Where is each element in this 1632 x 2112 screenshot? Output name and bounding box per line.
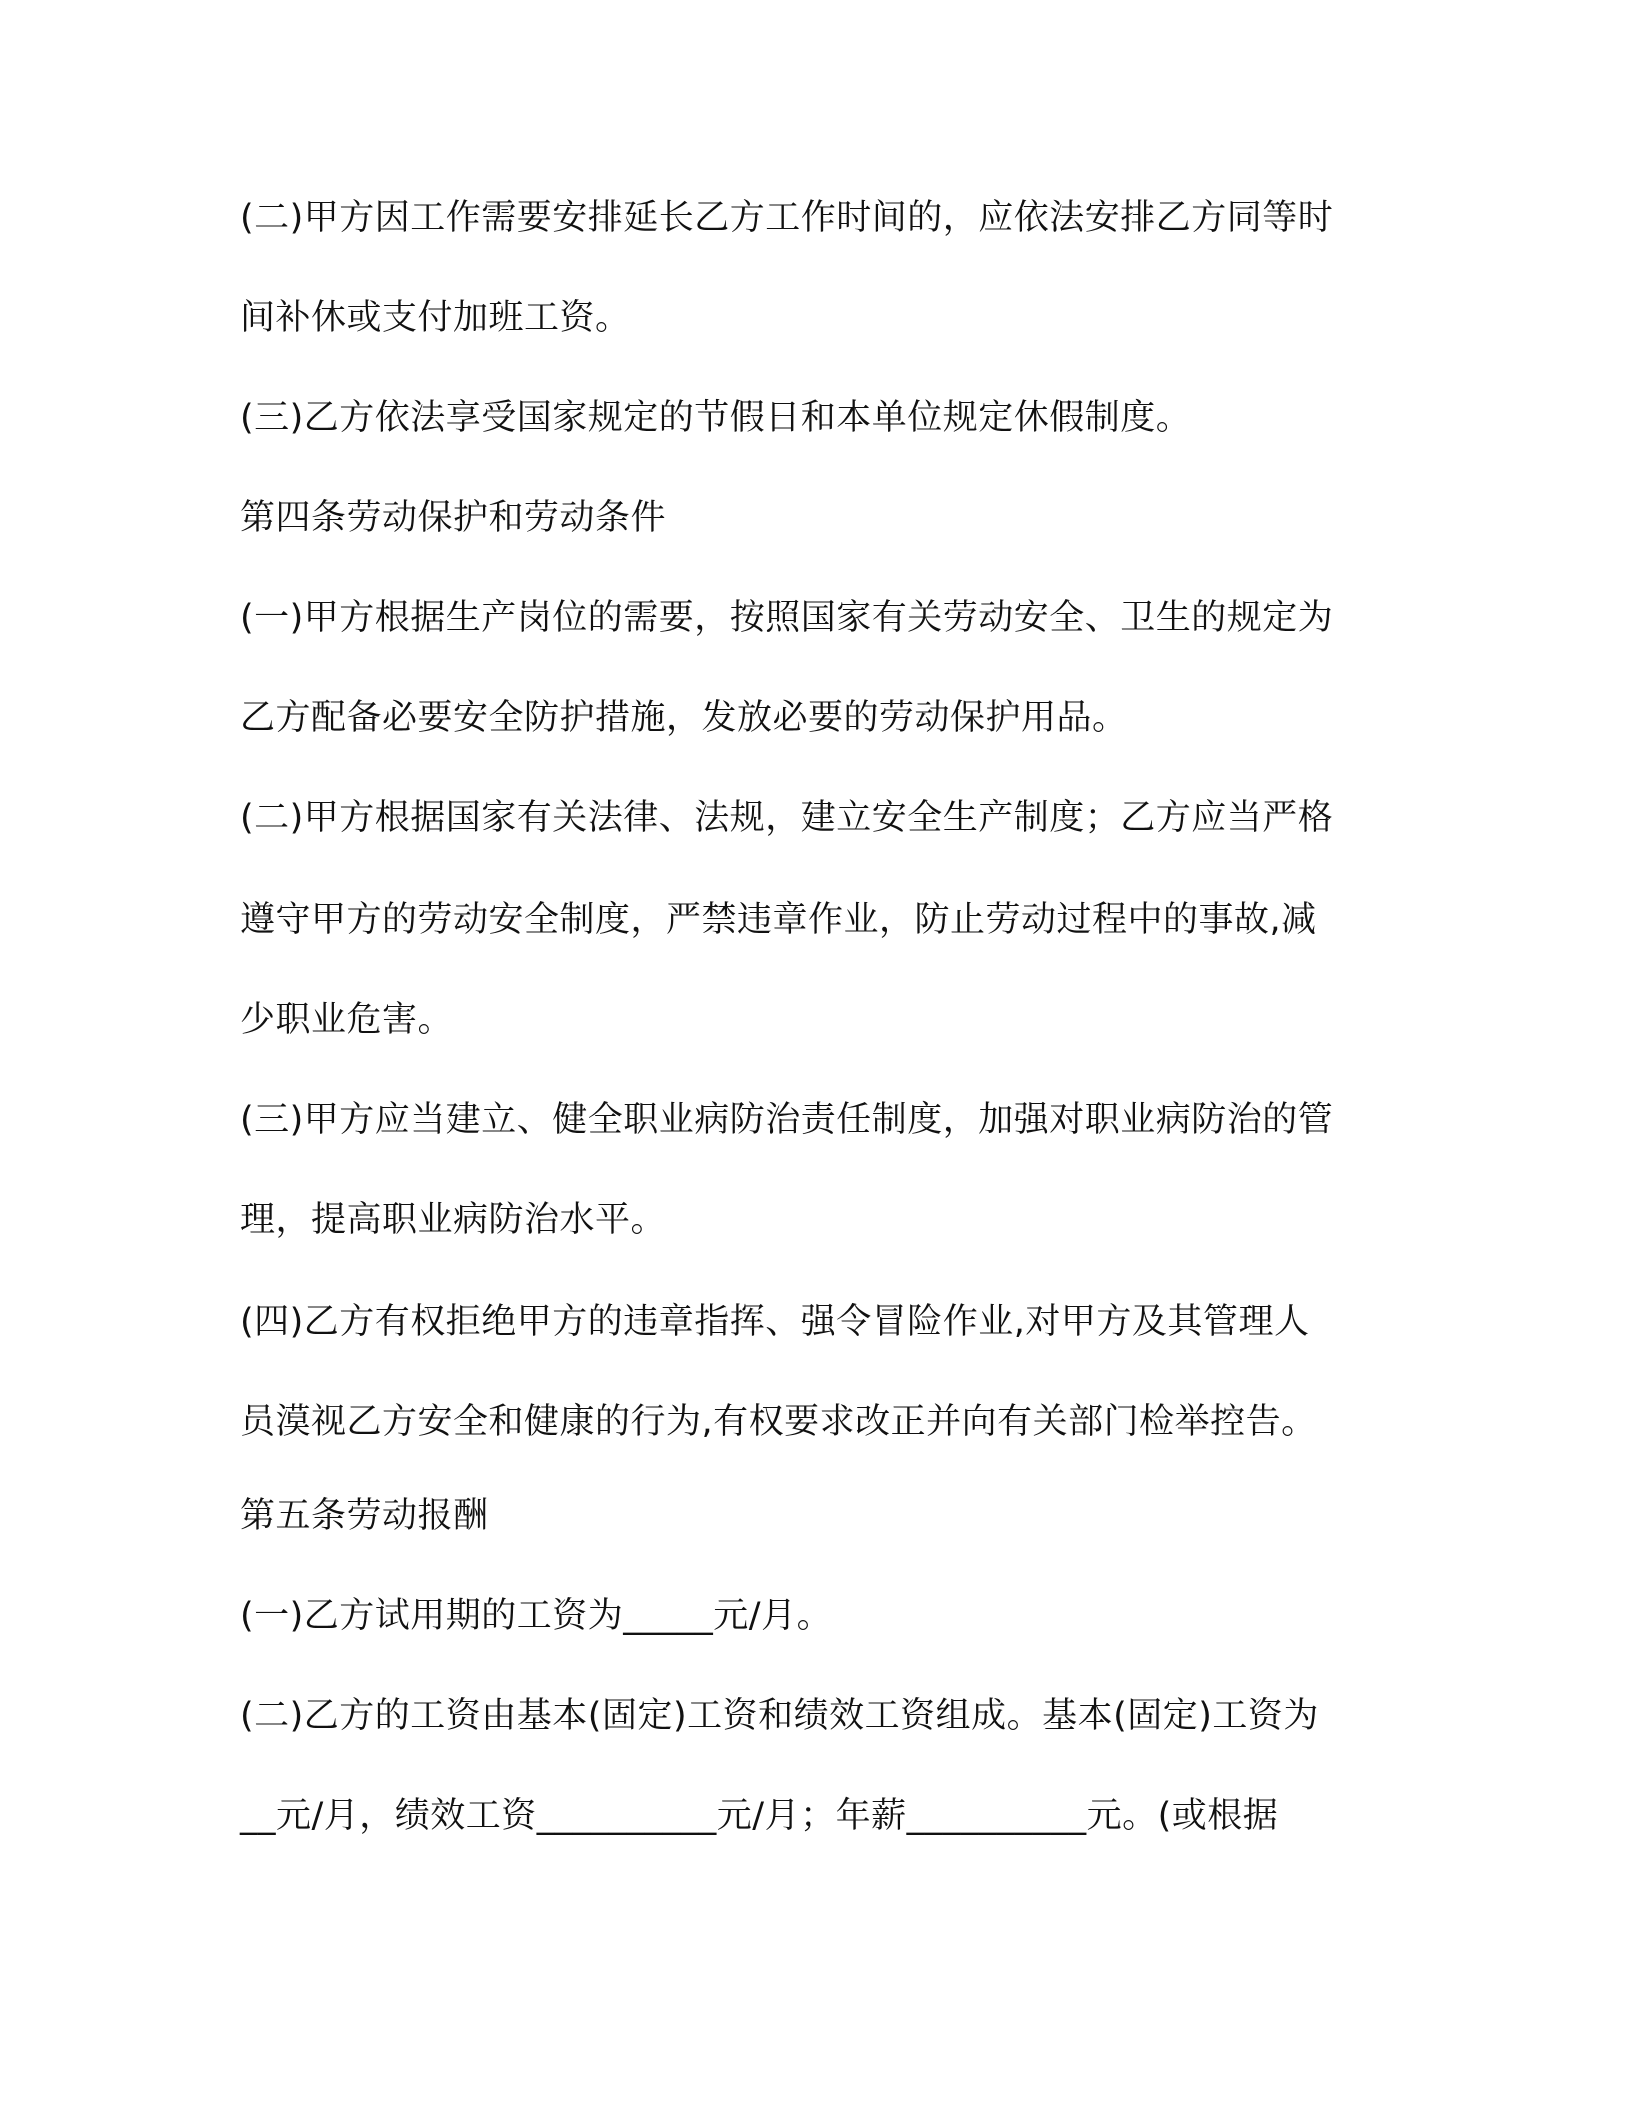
section-heading-article-5: 第五条劳动报酬 [240,1496,489,1536]
text-line-15: (一)乙方试用期的工资为_____元/月。 [240,1596,833,1636]
text-line-5: (一)甲方根据生产岗位的需要，按照国家有关劳动安全、卫生的规定为 [240,598,1334,638]
text-line-3: (三)乙方依法享受国家规定的节假日和本单位规定休假制度。 [240,398,1192,438]
text-line-9: 少职业危害。 [240,1000,454,1040]
text-line-12: (四)乙方有权拒绝甲方的违章指挥、强令冒险作业,对甲方及其管理人 [240,1302,1310,1342]
section-heading-article-4: 第四条劳动保护和劳动条件 [240,498,667,538]
text-line-13: 员漠视乙方安全和健康的行为,有权要求改正并向有关部门检举控告。 [240,1402,1317,1442]
text-line-11: 理，提高职业病防治水平。 [240,1200,667,1240]
text-line-16: (二)乙方的工资由基本(固定)工资和绩效工资组成。基本(固定)工资为 [240,1696,1319,1736]
text-line-1: (二)甲方因工作需要安排延长乙方工作时间的，应依法安排乙方同等时 [240,198,1334,238]
text-line-10: (三)甲方应当建立、健全职业病防治责任制度，加强对职业病防治的管 [240,1100,1334,1140]
text-line-2: 间补休或支付加班工资。 [240,298,631,338]
text-line-6: 乙方配备必要安全防护措施，发放必要的劳动保护用品。 [240,698,1128,738]
text-line-7: (二)甲方根据国家有关法律、法规，建立安全生产制度；乙方应当严格 [240,798,1334,838]
text-line-8: 遵守甲方的劳动安全制度，严禁违章作业，防止劳动过程中的事故,减 [240,900,1317,940]
text-line-17: __元/月，绩效工资__________元/月；年薪__________元。(或根据 [240,1796,1279,1836]
